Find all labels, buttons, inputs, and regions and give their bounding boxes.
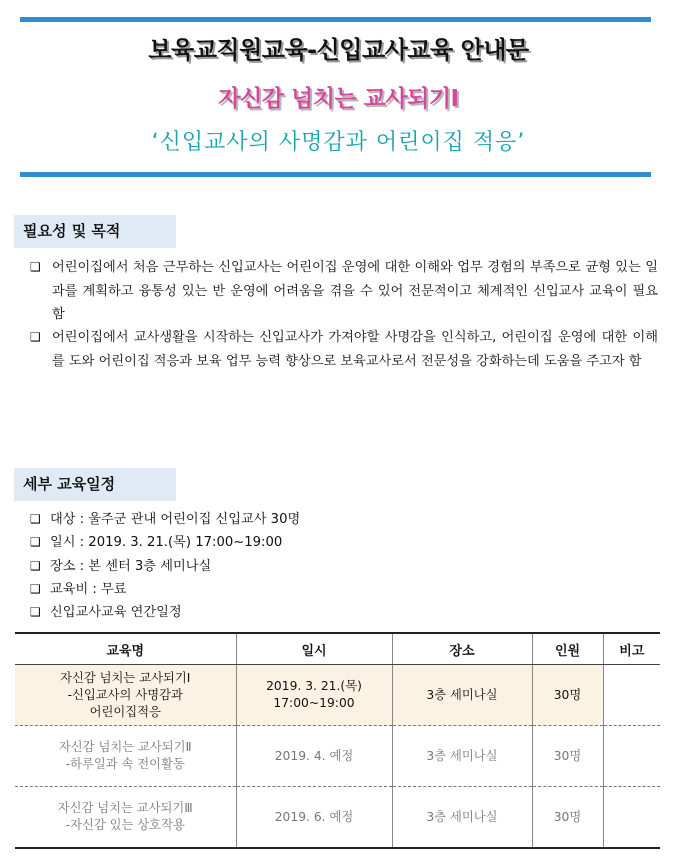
header-people: 인원 xyxy=(532,633,603,665)
checkbox-bullet-icon: ❑ xyxy=(30,605,41,619)
header-place: 장소 xyxy=(392,633,532,665)
schedule-item-annual: ❑ 신입교사교육 연간일정 xyxy=(30,601,182,624)
place-cell: 3층 세미나실 xyxy=(392,726,532,787)
place-cell: 3층 세미나실 xyxy=(392,665,532,726)
checkbox-bullet-icon: ❑ xyxy=(30,582,41,596)
purpose-paragraph-2: ❑ 어린이집에서 교사생활을 시작하는 신입교사가 가져야할 사명감을 인식하고, 어린이집 운영에 대한 이해를 도와 어린이집 적응과 보육 업무 능력 향상으로 보육교사로서 전문성을 강화하는데 도움을 주고자 함 xyxy=(30,326,658,373)
checkbox-bullet-icon: ❑ xyxy=(30,330,41,344)
checkbox-bullet-icon: ❑ xyxy=(30,512,41,526)
bottom-rule xyxy=(20,172,651,177)
schedule-item-place: ❑ 장소 : 본 센터 3층 세미나실 xyxy=(30,555,211,578)
checkbox-bullet-icon: ❑ xyxy=(30,535,41,549)
schedule-item-datetime: ❑ 일시 : 2019. 3. 21.(목) 17:00~19:00 xyxy=(30,531,282,554)
table-row xyxy=(15,665,660,726)
table-row xyxy=(15,726,660,787)
date-cell: 2019. 4. 예정 xyxy=(236,726,392,787)
schedule-heading: 세부 교육일정 xyxy=(14,468,176,501)
people-cell: 30명 xyxy=(532,726,603,787)
schedule-item-fee: ❑ 교육비 : 무료 xyxy=(30,578,127,601)
table-header-row xyxy=(15,633,660,665)
date-cell: 2019. 6. 예정 xyxy=(236,787,392,849)
memo-cell xyxy=(603,665,660,726)
purpose-paragraph-1: ❑ 어린이집에서 처음 근무하는 신입교사는 어린이집 운영에 대한 이해와 업무 경험의 부족으로 균형 있는 일과를 계획하고 융통성 있는 반 운영에 어려움을 겪을 수 있어 전문적이고 체계적인 신입교사 교육이 필요함 xyxy=(30,256,658,327)
course-name-cell: 자신감 넘치는 교사되기Ⅱ -하루일과 속 전이활동 xyxy=(15,726,236,787)
people-cell: 30명 xyxy=(532,665,603,726)
header-course-name: 교육명 xyxy=(15,633,236,665)
course-name-cell: 자신감 넘치는 교사되기Ⅰ -신입교사의 사명감과 어린이집적응 xyxy=(15,665,236,726)
checkbox-bullet-icon: ❑ xyxy=(30,260,41,274)
program-subtitle: 자신감 넘치는 교사되기Ⅰ xyxy=(218,86,459,112)
header-date: 일시 xyxy=(236,633,392,665)
memo-cell xyxy=(603,787,660,849)
annual-schedule-table xyxy=(15,632,660,849)
memo-cell xyxy=(603,726,660,787)
purpose-heading: 필요성 및 목적 xyxy=(14,215,176,248)
document-title: 보육교직원교육-신입교사교육 안내문 xyxy=(148,36,529,64)
date-cell: 2019. 3. 21.(목) 17:00~19:00 xyxy=(236,665,392,726)
table-row xyxy=(15,787,660,849)
course-name-cell: 자신감 넘치는 교사되기Ⅲ -자신감 있는 상호작용 xyxy=(15,787,236,849)
people-cell: 30명 xyxy=(532,787,603,849)
top-rule xyxy=(20,17,651,22)
program-theme: ‘신입교사의 사명감과 어린이집 적응’ xyxy=(151,130,526,155)
place-cell: 3층 세미나실 xyxy=(392,787,532,849)
schedule-item-target: ❑ 대상 : 울주군 관내 어린이집 신입교사 30명 xyxy=(30,508,300,531)
checkbox-bullet-icon: ❑ xyxy=(30,559,41,573)
header-memo: 비고 xyxy=(603,633,660,665)
